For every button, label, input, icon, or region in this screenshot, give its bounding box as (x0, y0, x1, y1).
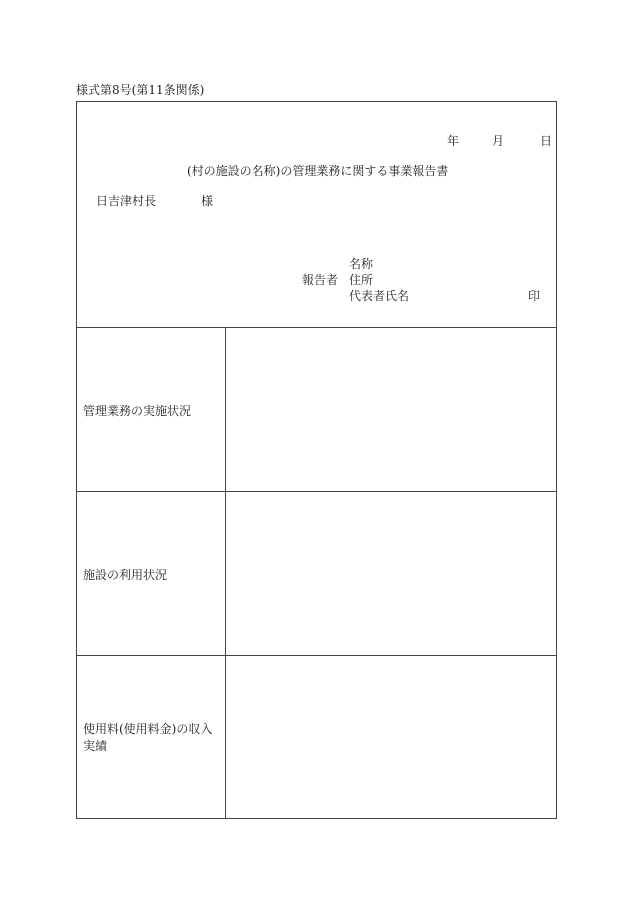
reporter-name-label: 名称 (349, 257, 374, 271)
row-label-fee-income-2: 実績 (83, 739, 108, 753)
document-title: (村の施設の名称)の管理業務に関する事業報告書 (187, 164, 449, 178)
reporter-label: 報告者 (302, 273, 339, 287)
date-year-label: 年 (447, 134, 460, 148)
date-month-label: 月 (492, 134, 505, 148)
date-day-label: 日 (540, 134, 553, 148)
reporter-address-label: 住所 (349, 273, 374, 287)
report-form (76, 101, 557, 819)
facility-usage-field[interactable] (226, 492, 556, 655)
addressee-name: 日吉津村長 (96, 194, 157, 208)
row-label-fee-income: 使用料(使用料金)の収入 (83, 722, 213, 736)
row-label-management-status: 管理業務の実施状況 (83, 404, 192, 418)
form-number: 様式第8号(第11条関係) (76, 83, 205, 97)
fee-income-field[interactable] (226, 656, 556, 818)
row-label-facility-usage: 施設の利用状況 (83, 568, 168, 582)
seal-mark: 印 (528, 289, 541, 303)
reporter-representative-label: 代表者氏名 (349, 289, 410, 303)
addressee-honorific: 様 (201, 194, 214, 208)
management-status-field[interactable] (226, 328, 556, 491)
